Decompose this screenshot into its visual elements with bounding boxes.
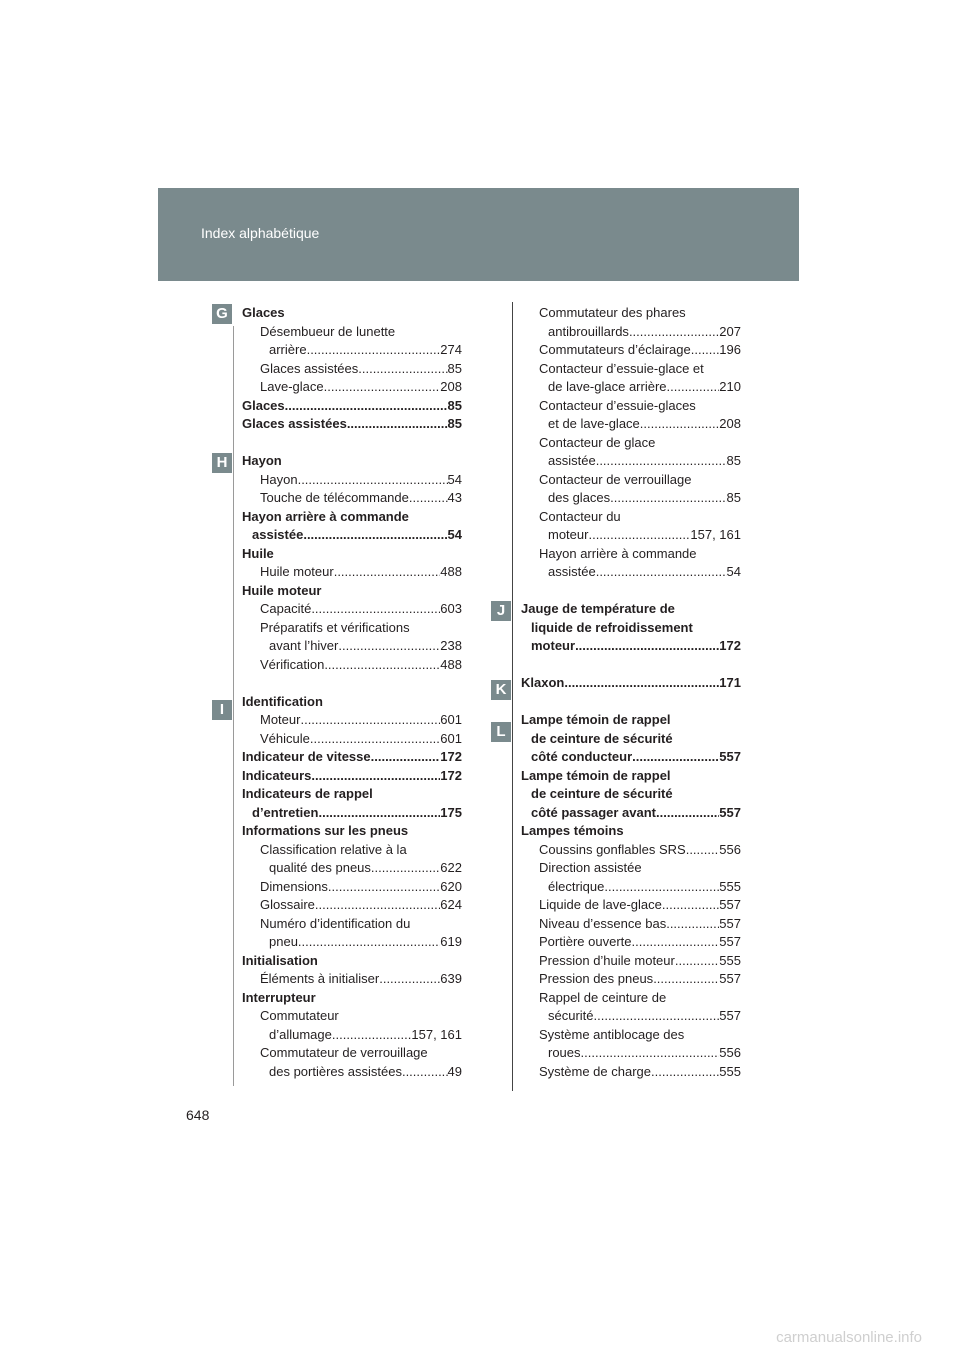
entry-term: Contacteur d’essuie-glaces xyxy=(539,397,696,413)
index-entry xyxy=(521,489,741,508)
entry-page: 601 xyxy=(440,712,462,727)
index-entry xyxy=(521,1044,741,1063)
leader-dots xyxy=(402,1063,448,1082)
index-entry xyxy=(521,452,741,471)
entry-term: Lampe témoin de rappel xyxy=(521,712,671,727)
entry-term: Niveau d’essence bas xyxy=(539,915,667,931)
entry-page: 603 xyxy=(440,601,462,616)
entry-page: 85 xyxy=(447,397,462,413)
index-entry xyxy=(242,785,462,804)
entry-term: pneu xyxy=(269,934,298,949)
entry-page: 49 xyxy=(447,1063,462,1079)
index-entry xyxy=(521,804,741,823)
index-entry xyxy=(521,748,741,767)
entry-page: 488 xyxy=(440,564,462,579)
index-entry xyxy=(242,637,462,656)
index-entry xyxy=(242,822,462,841)
leader-dots xyxy=(324,656,440,675)
entry-page: 555 xyxy=(719,1063,741,1079)
index-entry xyxy=(242,619,462,638)
entry-term: moteur xyxy=(548,527,589,542)
index-entry xyxy=(242,1026,462,1045)
leader-dots xyxy=(691,341,720,360)
entry-term: Contacteur d’essuie-glace et xyxy=(539,360,704,376)
entry-term: Direction assistée xyxy=(539,860,642,875)
entry-term: électrique xyxy=(548,878,605,894)
leader-dots xyxy=(328,878,440,897)
leader-dots xyxy=(324,378,441,397)
entry-term: Vérification xyxy=(260,656,325,672)
entry-page: 557 xyxy=(719,749,741,764)
entry-term: Contacteur de glace xyxy=(539,434,656,450)
index-entry xyxy=(521,859,741,878)
index-entry xyxy=(242,341,462,360)
entry-page: 43 xyxy=(447,490,462,505)
spacer xyxy=(242,674,462,693)
entry-page: 557 xyxy=(719,897,741,912)
index-entry xyxy=(521,915,741,934)
entry-page: 54 xyxy=(447,471,462,487)
entry-page: 54 xyxy=(726,564,741,579)
index-entry xyxy=(521,767,741,786)
leader-dots xyxy=(564,674,719,693)
index-entry xyxy=(521,841,741,860)
entry-term: Indicateur de vitesse xyxy=(242,749,371,764)
entry-page: 622 xyxy=(440,860,462,875)
entry-term: Véhicule xyxy=(260,730,310,746)
entry-term: Hayon arrière à commande xyxy=(539,545,697,561)
leader-dots xyxy=(662,896,719,915)
index-entry xyxy=(521,1026,741,1045)
entry-term: qualité des pneus xyxy=(269,860,371,875)
index-entry xyxy=(242,656,462,675)
entry-term: Moteur xyxy=(260,712,301,727)
entry-page: 85 xyxy=(447,416,462,431)
index-entry xyxy=(521,878,741,897)
index-entry xyxy=(521,952,741,971)
entry-term: Identification xyxy=(242,693,323,709)
entry-term: Initialisation xyxy=(242,952,318,968)
entry-term: Lampes témoins xyxy=(521,823,624,838)
entry-page: 208 xyxy=(440,379,462,394)
index-entry xyxy=(521,415,741,434)
index-entry xyxy=(242,896,462,915)
entry-term: avant l’hiver xyxy=(269,638,339,653)
index-entry xyxy=(521,674,741,693)
entry-page: 172 xyxy=(440,749,462,764)
entry-term: de ceinture de sécurité xyxy=(531,730,673,746)
entry-term: Rappel de ceinture de xyxy=(539,989,667,1005)
index-entry xyxy=(242,360,462,379)
entry-term: Numéro d’identification du xyxy=(260,915,411,931)
entry-term: Pression d’huile moteur xyxy=(539,952,675,968)
entry-term: côté passager avant xyxy=(531,804,657,820)
entry-term: Coussins gonflables SRS xyxy=(539,841,686,857)
index-entry xyxy=(521,304,741,323)
left-rail xyxy=(233,326,234,1086)
leader-dots xyxy=(409,489,448,508)
leader-dots xyxy=(300,711,440,730)
entry-term: sécurité xyxy=(548,1008,594,1023)
index-entry xyxy=(242,378,462,397)
index-entry xyxy=(242,563,462,582)
entry-page: 196 xyxy=(719,342,741,357)
page-number: 648 xyxy=(186,1107,210,1123)
index-entry xyxy=(521,822,741,841)
entry-page: 54 xyxy=(447,527,462,542)
leader-dots xyxy=(653,970,719,989)
entry-term: Préparatifs et vérifications xyxy=(260,619,410,635)
entry-term: Hayon xyxy=(242,453,282,468)
entry-term: d’allumage xyxy=(269,1026,332,1042)
index-entry xyxy=(521,360,741,379)
index-entry xyxy=(521,1007,741,1026)
entry-term: Glaces xyxy=(242,397,285,413)
index-entry xyxy=(242,711,462,730)
column-separator xyxy=(512,302,513,1091)
leader-dots xyxy=(610,489,726,508)
index-entry xyxy=(521,989,741,1008)
entry-term: Système de charge xyxy=(539,1063,652,1079)
entry-term: assistée xyxy=(548,453,596,468)
index-entry xyxy=(521,323,741,342)
index-entry xyxy=(242,859,462,878)
index-entry xyxy=(521,970,741,989)
entry-term: moteur xyxy=(531,638,576,653)
index-column-left xyxy=(242,304,462,1081)
entry-term: Huile moteur xyxy=(242,582,322,598)
entry-term: Contacteur de verrouillage xyxy=(539,471,692,487)
index-entry xyxy=(242,989,462,1008)
leader-dots xyxy=(318,804,440,823)
index-entry xyxy=(521,896,741,915)
entry-page: 157, 161 xyxy=(411,1026,462,1042)
entry-term: Lampe témoin de rappel xyxy=(521,767,671,783)
index-entry xyxy=(242,878,462,897)
spacer xyxy=(242,434,462,453)
entry-term: et de lave-glace xyxy=(548,416,640,431)
index-entry xyxy=(242,915,462,934)
index-entry xyxy=(521,711,741,730)
index-entry xyxy=(242,730,462,749)
entry-term: antibrouillards xyxy=(548,323,629,339)
leader-dots xyxy=(640,415,720,434)
entry-page: 639 xyxy=(440,971,462,986)
entry-term: liquide de refroidissement xyxy=(531,619,693,635)
leader-dots xyxy=(594,1007,720,1026)
entry-term: Glaces assistées xyxy=(260,360,359,376)
leader-dots xyxy=(347,415,448,434)
entry-page: 157, 161 xyxy=(690,527,741,542)
entry-page: 85 xyxy=(726,453,741,468)
header-bar xyxy=(158,188,799,281)
entry-page: 624 xyxy=(440,897,462,912)
entry-term: Glaces xyxy=(242,305,285,320)
leader-dots xyxy=(604,878,719,897)
entry-page: 556 xyxy=(719,1045,741,1060)
entry-page: 85 xyxy=(726,490,741,505)
entry-term: de lave-glace arrière xyxy=(548,379,667,394)
section-letter-j: J xyxy=(491,601,511,621)
section-letter-l: L xyxy=(491,722,511,742)
leader-dots xyxy=(588,526,690,545)
entry-term: Glaces assistées xyxy=(242,416,347,431)
entry-term: assistée xyxy=(548,564,596,579)
index-entry xyxy=(242,952,462,971)
entry-term: Éléments à initialiser xyxy=(260,971,380,986)
leader-dots xyxy=(379,970,440,989)
entry-term: Commutateur de verrouillage xyxy=(260,1045,428,1060)
entry-term: Huile moteur xyxy=(260,564,334,579)
leader-dots xyxy=(307,341,441,360)
index-entry xyxy=(242,545,462,564)
entry-term: d’entretien xyxy=(252,804,319,820)
leader-dots xyxy=(334,563,441,582)
entry-page: 620 xyxy=(440,878,462,894)
index-entry xyxy=(242,693,462,712)
entry-term: Glossaire xyxy=(260,897,315,912)
index-entry xyxy=(242,767,462,786)
leader-dots xyxy=(686,841,720,860)
leader-dots xyxy=(371,859,440,878)
index-entry xyxy=(521,341,741,360)
index-entry xyxy=(521,508,741,527)
leader-dots xyxy=(656,804,719,823)
index-entry xyxy=(242,452,462,471)
entry-term: Hayon xyxy=(260,471,298,487)
entry-term: Désembueur de lunette xyxy=(260,323,396,339)
index-entry xyxy=(242,489,462,508)
index-entry xyxy=(242,304,462,323)
index-entry xyxy=(242,1007,462,1026)
index-entry xyxy=(521,526,741,545)
entry-term: Jauge de température de xyxy=(521,601,675,616)
entry-page: 274 xyxy=(440,342,462,357)
leader-dots xyxy=(311,767,440,786)
entry-page: 85 xyxy=(447,360,462,376)
spacer xyxy=(521,656,741,675)
section-letter-i: I xyxy=(212,700,232,720)
entry-page: 601 xyxy=(440,730,462,746)
entry-term: Commutateurs d’éclairage xyxy=(539,342,691,357)
index-entry xyxy=(242,397,462,416)
index-entry xyxy=(242,841,462,860)
entry-page: 557 xyxy=(719,971,741,986)
entry-page: 555 xyxy=(719,952,741,968)
leader-dots xyxy=(596,452,727,471)
entry-term: Classification relative à la xyxy=(260,841,407,857)
index-entry xyxy=(521,1063,741,1082)
entry-term: Touche de télécommande xyxy=(260,490,409,505)
index-entry xyxy=(242,526,462,545)
leader-dots xyxy=(629,323,719,342)
index-entry xyxy=(242,933,462,952)
entry-page: 208 xyxy=(719,416,741,431)
index-entry xyxy=(242,471,462,490)
index-entry xyxy=(521,434,741,453)
entry-page: 556 xyxy=(719,841,741,857)
leader-dots xyxy=(596,563,727,582)
index-entry xyxy=(242,415,462,434)
entry-page: 172 xyxy=(719,638,741,653)
entry-term: Huile xyxy=(242,545,274,561)
entry-page: 557 xyxy=(719,915,741,931)
entry-term: Pression des pneus xyxy=(539,971,654,986)
entry-term: arrière xyxy=(269,342,307,357)
index-entry xyxy=(521,619,741,638)
entry-page: 171 xyxy=(719,675,741,690)
entry-page: 210 xyxy=(719,379,741,394)
leader-dots xyxy=(632,748,719,767)
section-letter-k: K xyxy=(491,680,511,700)
entry-page: 488 xyxy=(440,656,462,672)
spacer xyxy=(521,693,741,712)
entry-term: Indicateurs xyxy=(242,767,312,783)
index-entry xyxy=(242,1044,462,1063)
index-entry xyxy=(521,471,741,490)
entry-page: 557 xyxy=(719,1008,741,1023)
leader-dots xyxy=(575,637,719,656)
leader-dots xyxy=(632,933,720,952)
leader-dots xyxy=(666,915,719,934)
leader-dots xyxy=(315,896,440,915)
entry-term: Klaxon xyxy=(521,675,565,690)
entry-term: de ceinture de sécurité xyxy=(531,786,673,801)
section-letter-g: G xyxy=(212,304,232,324)
leader-dots xyxy=(285,397,448,416)
entry-term: Commutateur des phares xyxy=(539,305,686,320)
entry-page: 619 xyxy=(440,934,462,949)
entry-term: des glaces xyxy=(548,490,611,505)
leader-dots xyxy=(651,1063,719,1082)
entry-term: Système antiblocage des xyxy=(539,1026,685,1042)
footer-watermark: carmanualsonline.info xyxy=(776,1329,922,1346)
leader-dots xyxy=(675,952,719,971)
entry-page: 172 xyxy=(440,767,462,783)
index-entry xyxy=(521,637,741,656)
page-title: Index alphabétique xyxy=(201,225,320,241)
entry-term: Interrupteur xyxy=(242,989,316,1005)
index-entry xyxy=(521,730,741,749)
entry-term: Lave-glace xyxy=(260,379,324,394)
leader-dots xyxy=(338,637,440,656)
index-entry xyxy=(242,804,462,823)
index-column-right xyxy=(521,304,741,1081)
entry-term: Contacteur du xyxy=(539,508,621,524)
entry-term: Hayon arrière à commande xyxy=(242,508,409,524)
index-entry xyxy=(521,397,741,416)
entry-term: Informations sur les pneus xyxy=(242,823,409,838)
leader-dots xyxy=(667,378,720,397)
leader-dots xyxy=(358,360,447,379)
index-entry xyxy=(242,600,462,619)
leader-dots xyxy=(310,730,440,749)
spacer xyxy=(521,582,741,601)
entry-term: Portière ouverte xyxy=(539,934,632,949)
leader-dots xyxy=(303,526,447,545)
index-entry xyxy=(521,545,741,564)
index-entry xyxy=(242,748,462,767)
entry-term: Indicateurs de rappel xyxy=(242,786,373,801)
entry-page: 238 xyxy=(440,638,462,653)
index-entry xyxy=(521,933,741,952)
leader-dots xyxy=(311,600,440,619)
index-entry xyxy=(242,582,462,601)
entry-page: 557 xyxy=(719,804,741,820)
leader-dots xyxy=(298,471,448,490)
entry-term: roues xyxy=(548,1045,581,1060)
index-entry xyxy=(242,1063,462,1082)
entry-page: 557 xyxy=(719,934,741,949)
entry-term: assistée xyxy=(252,527,304,542)
entry-term: Liquide de lave-glace xyxy=(539,897,662,912)
entry-page: 555 xyxy=(719,878,741,894)
entry-term: Capacité xyxy=(260,601,312,616)
index-entry xyxy=(521,600,741,619)
index-entry xyxy=(242,508,462,527)
index-entry xyxy=(521,785,741,804)
entry-term: Commutateur xyxy=(260,1008,339,1023)
entry-page: 207 xyxy=(719,323,741,339)
index-entry xyxy=(242,323,462,342)
entry-term: des portières assistées xyxy=(269,1063,402,1079)
index-entry xyxy=(242,970,462,989)
leader-dots xyxy=(298,933,440,952)
leader-dots xyxy=(371,748,441,767)
index-entry xyxy=(521,378,741,397)
leader-dots xyxy=(332,1026,412,1045)
entry-term: côté conducteur xyxy=(531,749,633,764)
leader-dots xyxy=(581,1044,720,1063)
index-entry xyxy=(521,563,741,582)
entry-term: Dimensions xyxy=(260,878,328,894)
section-letter-h: H xyxy=(212,453,232,473)
entry-page: 175 xyxy=(440,804,462,820)
